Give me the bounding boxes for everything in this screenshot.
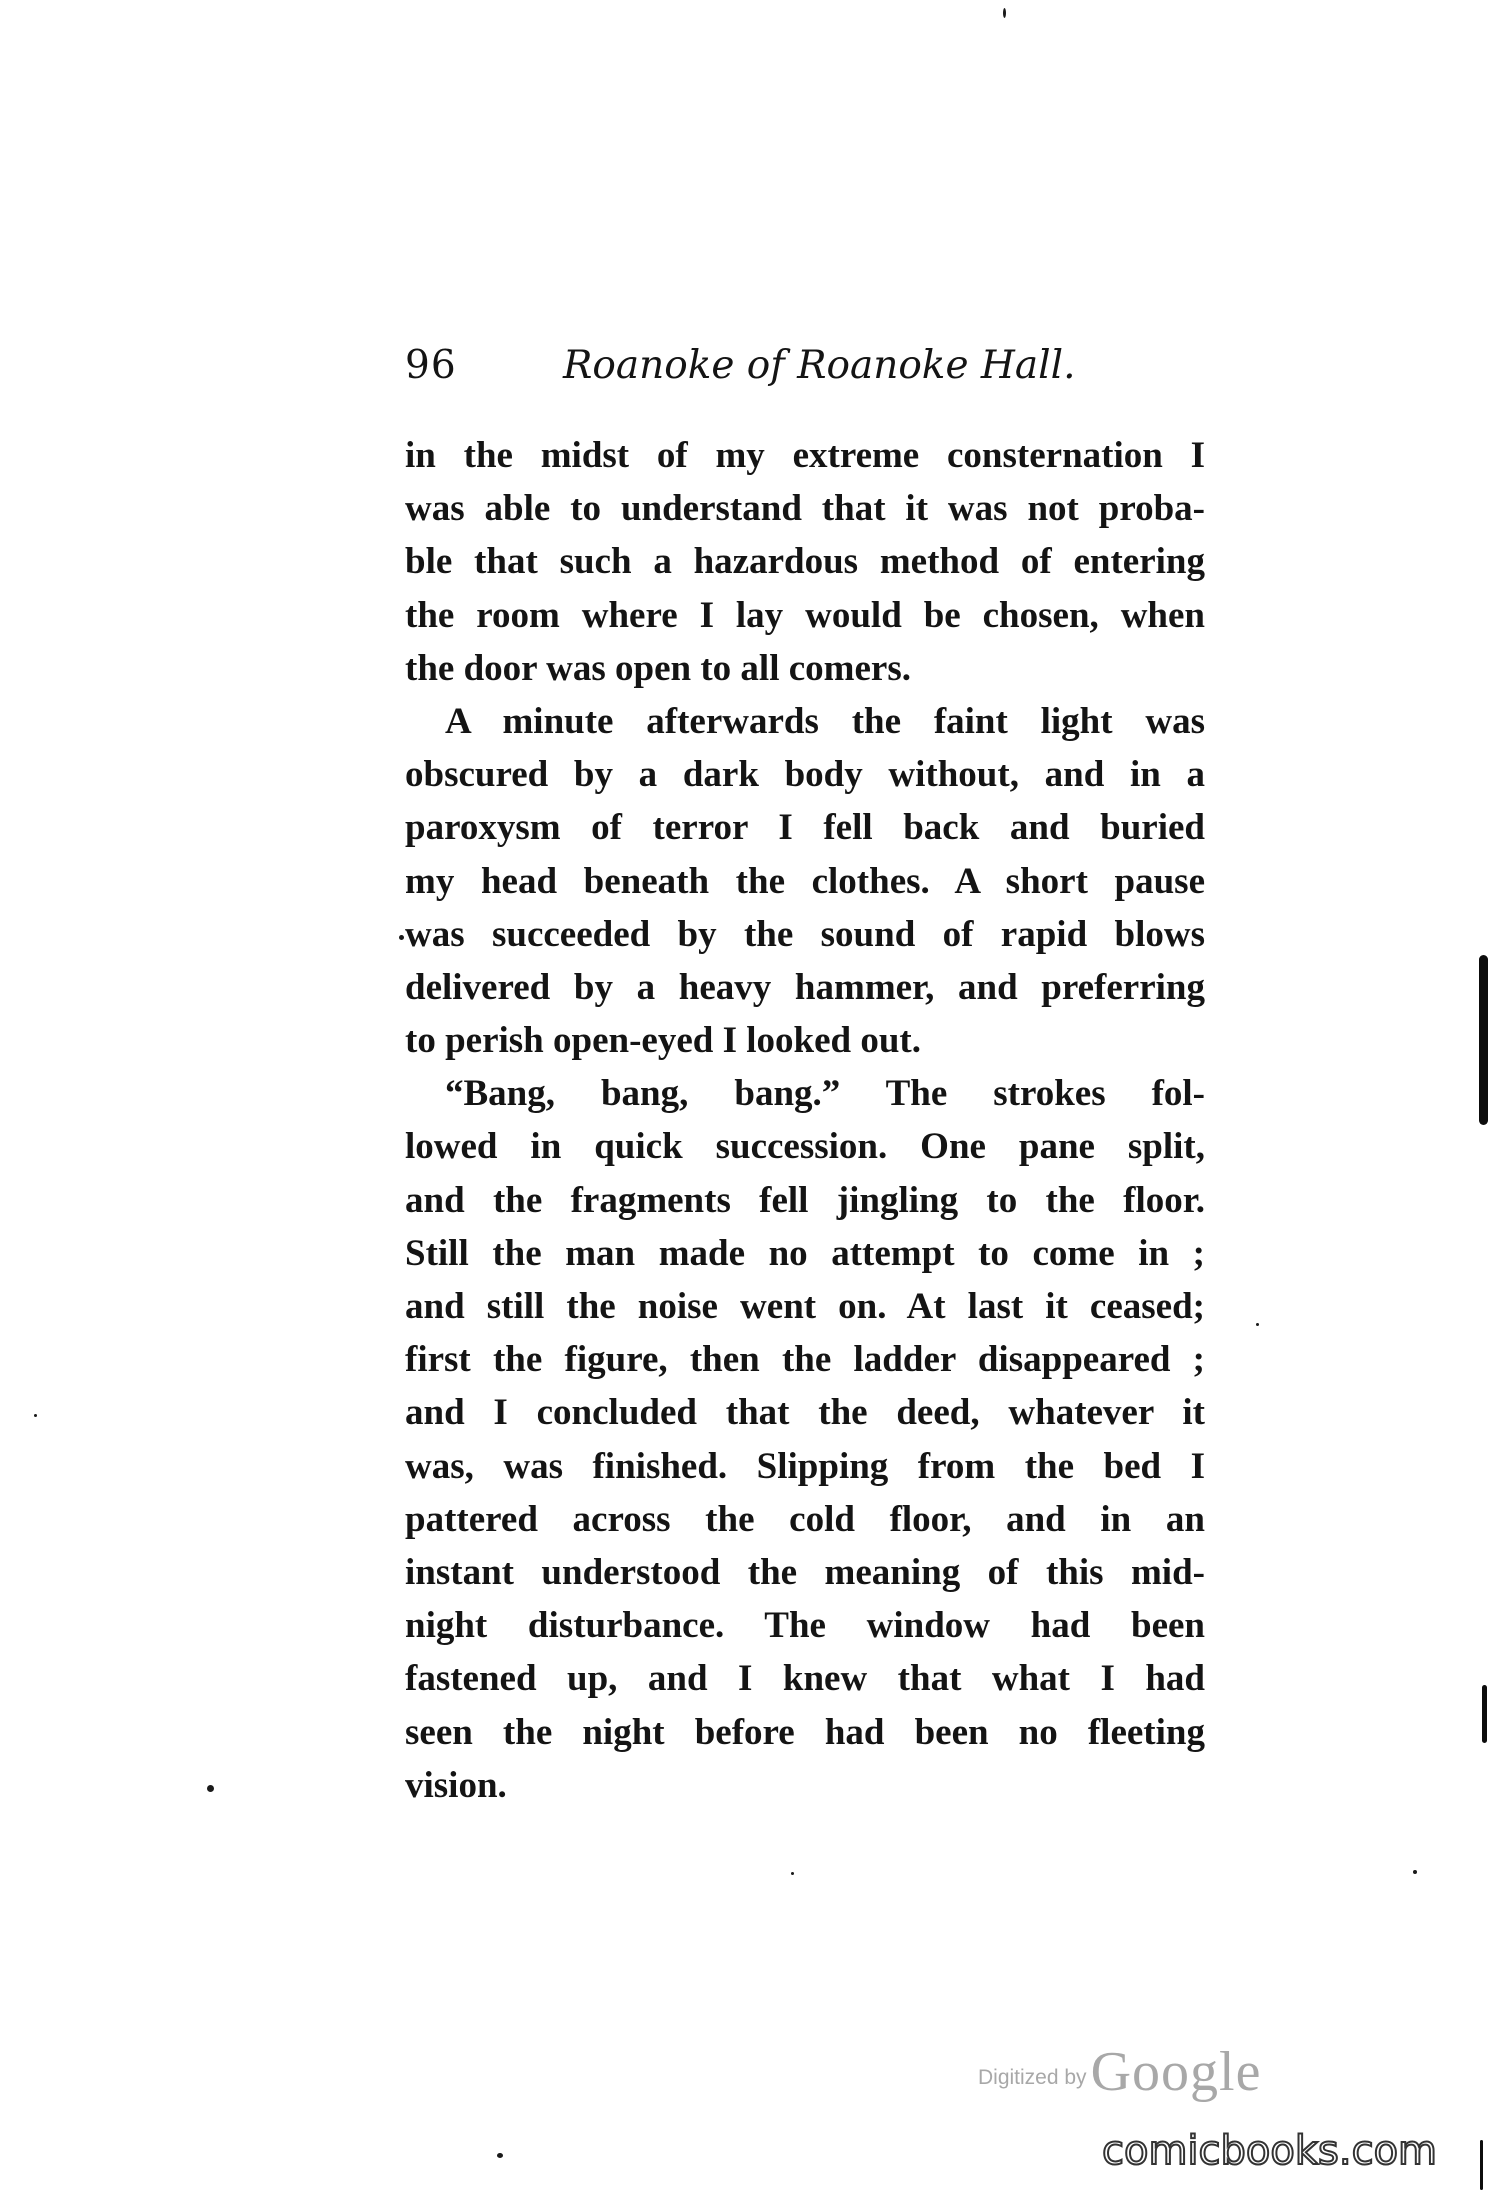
scan-speck xyxy=(1256,1323,1259,1326)
text-line: in the midst of my extreme consternation I xyxy=(405,435,1205,476)
text-line: to perish open-eyed I looked out. xyxy=(405,1020,921,1062)
text-line: obscured by a dark body without, and in a xyxy=(405,754,1205,796)
scan-speck xyxy=(34,1414,37,1417)
google-digitized-mark xyxy=(978,2040,1298,2110)
scan-edge-shadow xyxy=(1482,1685,1487,1743)
text-line: the door was open to all comers. xyxy=(405,647,911,689)
text-line: was succeeded by the sound of rapid blows xyxy=(405,913,1205,955)
text-line: and I concluded that the deed, whatever it xyxy=(405,1392,1205,1434)
text-line: and still the noise went on. At last it ceased; xyxy=(405,1286,1205,1327)
text-line: first the figure, then the ladder disappeared ; xyxy=(405,1339,1205,1381)
text-line: pattered across the cold floor, and in an xyxy=(405,1498,1205,1540)
text-line: lowed in quick succession. One pane split, xyxy=(405,1126,1205,1168)
text-line: instant understood the meaning of this mid- xyxy=(405,1551,1205,1593)
scan-speck xyxy=(399,935,404,940)
text-line: seen the night before had been no fleeting xyxy=(405,1711,1205,1753)
digitized-label: Digitized by xyxy=(978,2066,1087,2089)
page-number: 96 xyxy=(405,343,457,388)
scan-speck xyxy=(791,1872,794,1875)
body-text xyxy=(405,429,1205,1812)
scan-speck xyxy=(1413,1870,1417,1874)
text-line: was, was finished. Slipping from the bed I xyxy=(405,1445,1205,1487)
book-title: Roanoke of Roanoke Hall. xyxy=(563,343,1076,388)
scan-edge-shadow xyxy=(1479,955,1488,1125)
text-line: night disturbance. The window had been xyxy=(405,1605,1205,1647)
paragraph-first-line: “Bang, bang, bang.” The strokes fol- xyxy=(445,1073,1205,1115)
scan-speck xyxy=(207,1785,214,1792)
text-line: and the fragments fell jingling to the floor. xyxy=(405,1179,1205,1221)
scan-edge-shadow xyxy=(1480,2140,1483,2190)
text-line: the room where I lay would be chosen, when xyxy=(405,594,1205,636)
running-head xyxy=(405,336,1085,396)
text-line: fastened up, and I knew that what I had xyxy=(405,1658,1205,1700)
site-watermark: comicbooks.com xyxy=(1102,2128,1438,2174)
text-line: paroxysm of terror I fell back and buried xyxy=(405,807,1205,849)
paragraph-first-line: A minute afterwards the faint light was xyxy=(445,700,1205,742)
google-wordmark: Google xyxy=(1090,2041,1262,2103)
text-line: delivered by a heavy hammer, and preferring xyxy=(405,966,1205,1008)
text-line: was able to understand that it was not proba- xyxy=(405,488,1205,530)
scan-speck xyxy=(1003,8,1006,18)
text-line: ble that such a hazardous method of entering xyxy=(405,541,1205,583)
scan-speck xyxy=(497,2153,503,2158)
text-line: vision. xyxy=(405,1764,507,1806)
text-line: my head beneath the clothes. A short pause xyxy=(405,860,1205,902)
text-line: Still the man made no attempt to come in ; xyxy=(405,1232,1205,1274)
